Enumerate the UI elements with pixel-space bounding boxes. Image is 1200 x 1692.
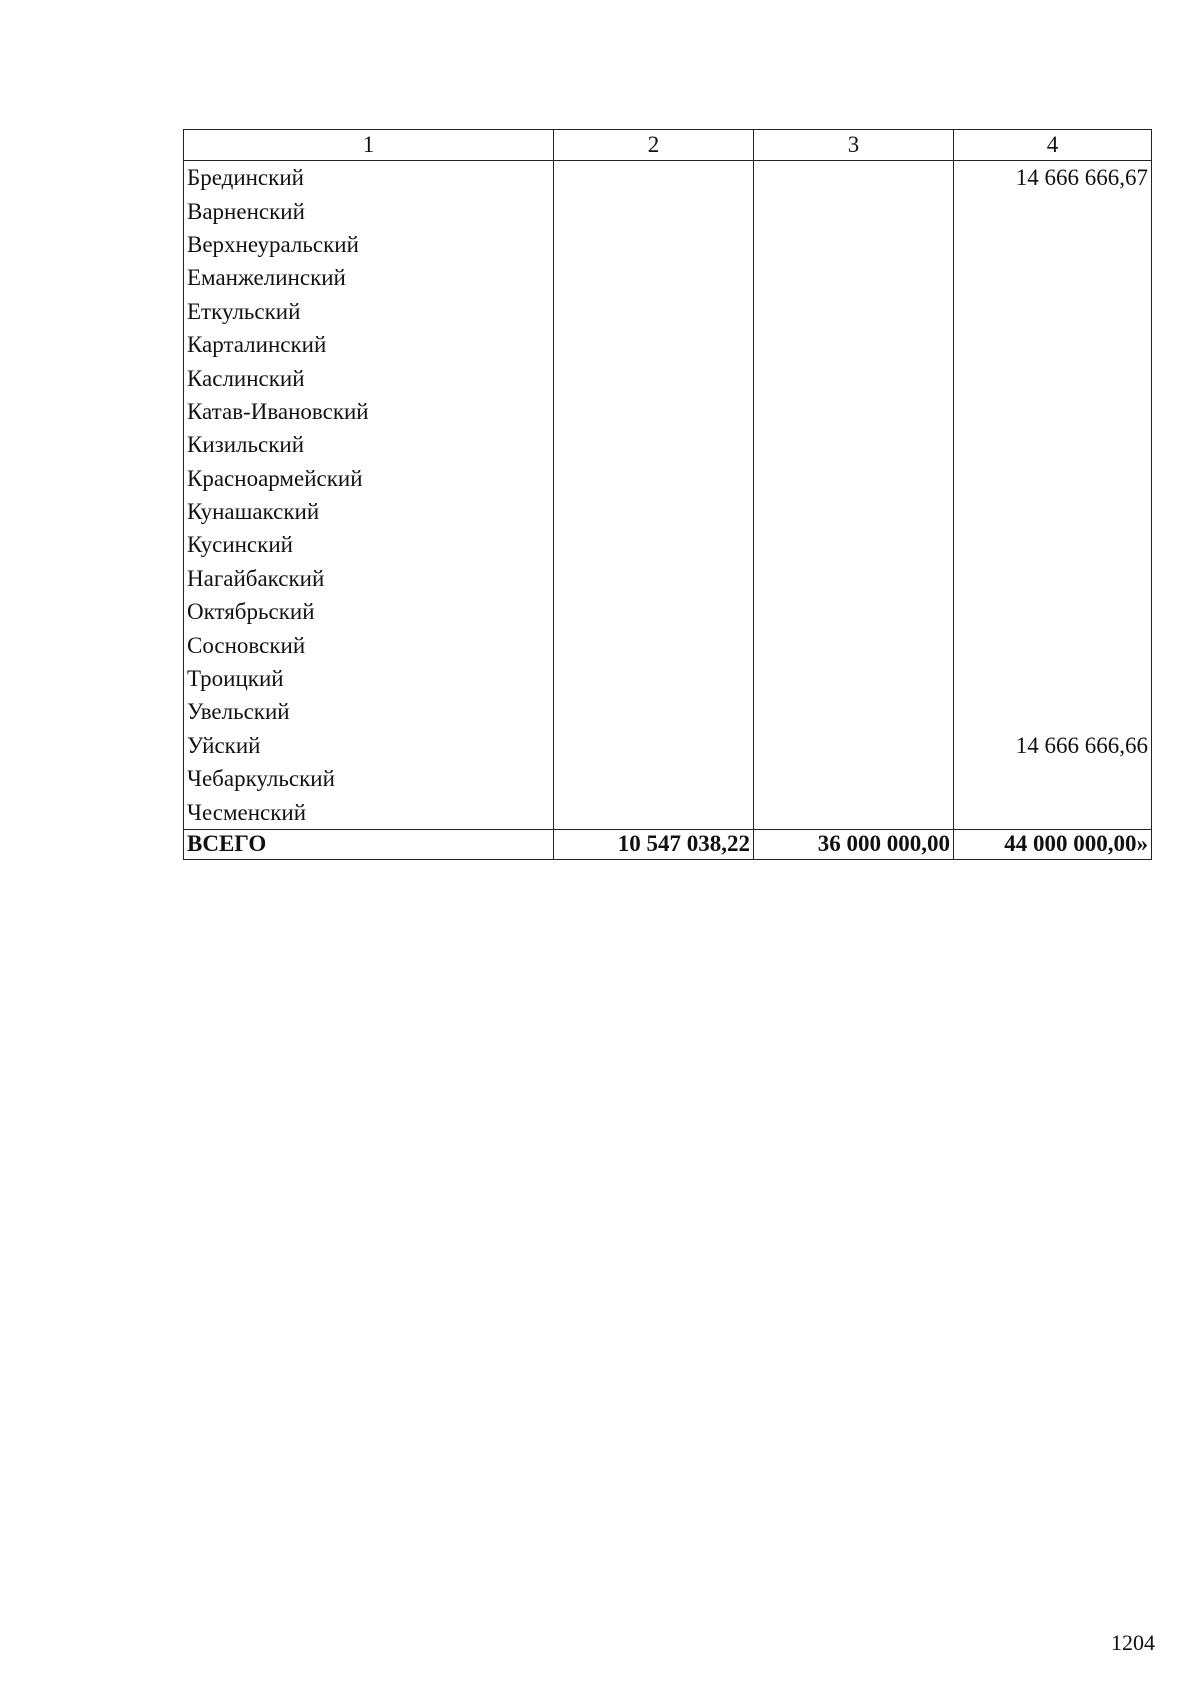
amount-cell-col3 <box>754 261 954 294</box>
total-label: ВСЕГО <box>184 829 554 859</box>
amount-cell-col2 <box>554 194 754 227</box>
total-row <box>184 829 1152 859</box>
amount-cell-col4 <box>954 595 1152 628</box>
amount-cell-col4: 14 666 666,67 <box>954 161 1152 195</box>
table-row <box>184 161 1152 195</box>
district-name: Еманжелинский <box>184 261 554 294</box>
district-name: Карталинский <box>184 328 554 361</box>
table-row <box>184 762 1152 795</box>
amount-cell-col4: 14 666 666,66 <box>954 729 1152 762</box>
amount-cell-col3 <box>754 161 954 195</box>
amount-cell-col2 <box>554 228 754 261</box>
table-row <box>184 261 1152 294</box>
amount-cell-col2 <box>554 729 754 762</box>
table-row <box>184 194 1152 227</box>
amount-cell-col4 <box>954 328 1152 361</box>
table-row <box>184 795 1152 829</box>
amount-cell-col2 <box>554 261 754 294</box>
budget-table <box>183 129 1152 860</box>
amount-cell-col2 <box>554 361 754 394</box>
amount-cell-col2 <box>554 428 754 461</box>
district-name: Катав-Ивановский <box>184 395 554 428</box>
amount-cell-col2 <box>554 795 754 829</box>
district-name: Чесменский <box>184 795 554 829</box>
amount-cell-col2 <box>554 595 754 628</box>
amount-cell-col2 <box>554 161 754 195</box>
district-name: Кизильский <box>184 428 554 461</box>
amount-cell-col3 <box>754 361 954 394</box>
amount-cell-col3 <box>754 795 954 829</box>
amount-cell-col3 <box>754 729 954 762</box>
amount-cell-col3 <box>754 662 954 695</box>
amount-cell-col4 <box>954 361 1152 394</box>
amount-cell-col2 <box>554 495 754 528</box>
amount-cell-col2 <box>554 528 754 561</box>
district-name: Еткульский <box>184 295 554 328</box>
column-header-1: 1 <box>184 130 554 161</box>
amount-cell-col4 <box>954 662 1152 695</box>
amount-cell-col4 <box>954 428 1152 461</box>
column-header-4: 4 <box>954 130 1152 161</box>
district-name: Нагайбакский <box>184 562 554 595</box>
amount-cell-col3 <box>754 595 954 628</box>
amount-cell-col4 <box>954 295 1152 328</box>
amount-cell-col4 <box>954 495 1152 528</box>
table-row <box>184 395 1152 428</box>
amount-cell-col4 <box>954 261 1152 294</box>
table-row <box>184 495 1152 528</box>
table-row <box>184 662 1152 695</box>
amount-cell-col3 <box>754 395 954 428</box>
district-name: Октябрьский <box>184 595 554 628</box>
amount-cell-col2 <box>554 662 754 695</box>
amount-cell-col4 <box>954 562 1152 595</box>
amount-cell-col3 <box>754 295 954 328</box>
total-value-col3: 36 000 000,00 <box>754 829 954 859</box>
district-name: Уйский <box>184 729 554 762</box>
table-row <box>184 462 1152 495</box>
amount-cell-col4 <box>954 795 1152 829</box>
amount-cell-col2 <box>554 462 754 495</box>
district-name: Кунашакский <box>184 495 554 528</box>
table-row <box>184 361 1152 394</box>
amount-cell-col4 <box>954 695 1152 728</box>
total-value-col2: 10 547 038,22 <box>554 829 754 859</box>
district-name: Кусинский <box>184 528 554 561</box>
amount-cell-col3 <box>754 228 954 261</box>
amount-cell-col2 <box>554 695 754 728</box>
table-row <box>184 295 1152 328</box>
amount-cell-col3 <box>754 194 954 227</box>
district-name: Чебаркульский <box>184 762 554 795</box>
amount-cell-col4 <box>954 194 1152 227</box>
district-name: Троицкий <box>184 662 554 695</box>
table-row <box>184 695 1152 728</box>
amount-cell-col3 <box>754 495 954 528</box>
amount-cell-col2 <box>554 762 754 795</box>
amount-cell-col4 <box>954 528 1152 561</box>
amount-cell-col3 <box>754 528 954 561</box>
amount-cell-col3 <box>754 428 954 461</box>
district-name: Варненский <box>184 194 554 227</box>
table-body <box>184 161 1152 830</box>
table-row <box>184 328 1152 361</box>
amount-cell-col3 <box>754 762 954 795</box>
amount-cell-col2 <box>554 628 754 661</box>
table-row <box>184 428 1152 461</box>
header-row <box>184 130 1152 161</box>
amount-cell-col4 <box>954 762 1152 795</box>
column-header-2: 2 <box>554 130 754 161</box>
table-row <box>184 562 1152 595</box>
amount-cell-col2 <box>554 328 754 361</box>
amount-cell-col4 <box>954 395 1152 428</box>
table-row <box>184 595 1152 628</box>
amount-cell-col3 <box>754 628 954 661</box>
table-row <box>184 628 1152 661</box>
amount-cell-col3 <box>754 328 954 361</box>
total-value-col4: 44 000 000,00» <box>954 829 1152 859</box>
page-number: 1204 <box>1111 1630 1155 1655</box>
table-row <box>184 729 1152 762</box>
amount-cell-col3 <box>754 695 954 728</box>
amount-cell-col2 <box>554 562 754 595</box>
amount-cell-col3 <box>754 562 954 595</box>
amount-cell-col4 <box>954 462 1152 495</box>
district-name: Увельский <box>184 695 554 728</box>
amount-cell-col4 <box>954 628 1152 661</box>
district-name: Красноармейский <box>184 462 554 495</box>
district-name: Верхнеуральский <box>184 228 554 261</box>
table-row <box>184 528 1152 561</box>
amount-cell-col2 <box>554 395 754 428</box>
amount-cell-col4 <box>954 228 1152 261</box>
district-name: Сосновский <box>184 628 554 661</box>
district-name: Брединский <box>184 161 554 195</box>
amount-cell-col3 <box>754 462 954 495</box>
column-header-3: 3 <box>754 130 954 161</box>
district-name: Каслинский <box>184 361 554 394</box>
table-row <box>184 228 1152 261</box>
amount-cell-col2 <box>554 295 754 328</box>
